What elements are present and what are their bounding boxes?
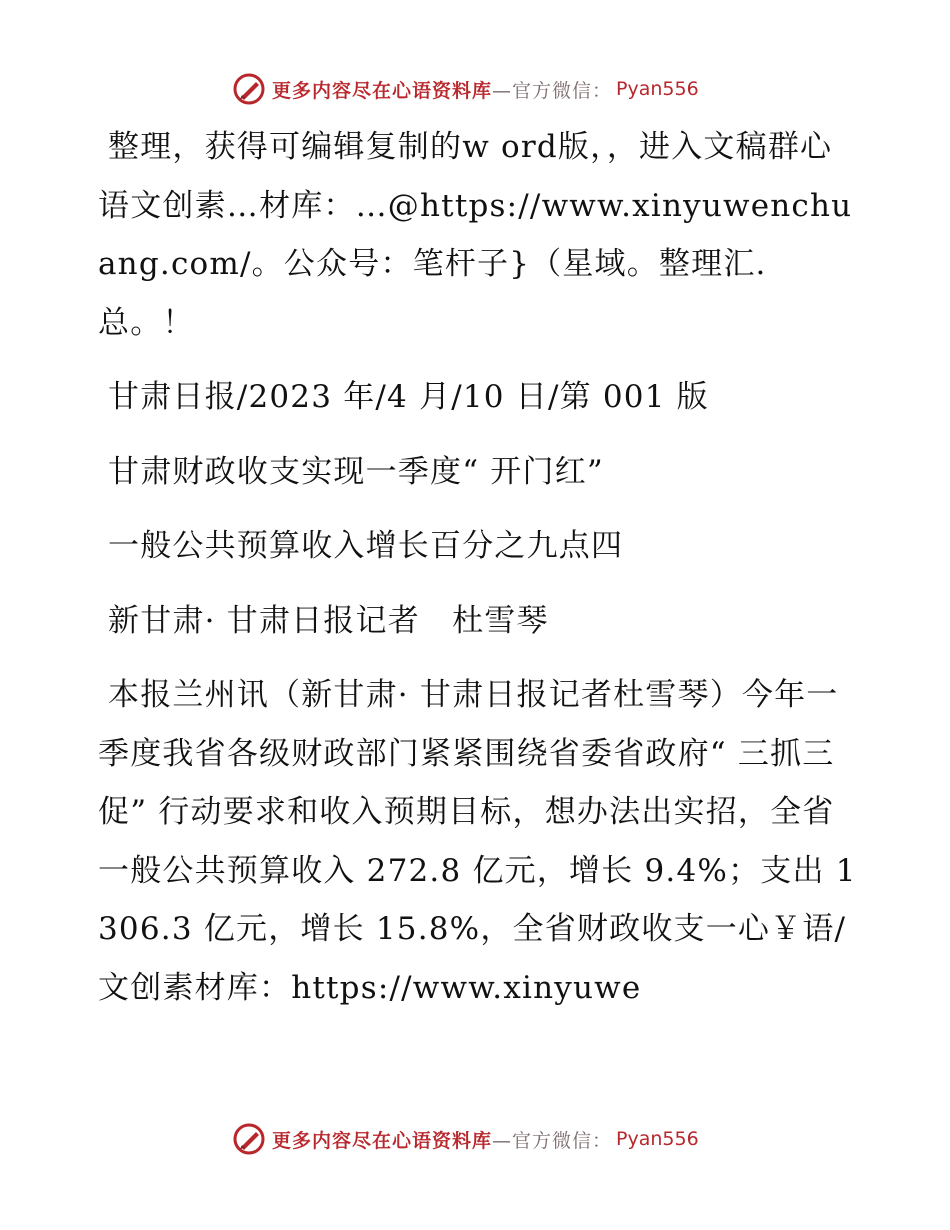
byline: 新甘肃· 甘肃日报记者 杜雪琴 bbox=[108, 602, 549, 639]
watermark-wechat-id: Pyan556 bbox=[616, 1128, 699, 1150]
intro-paragraph: 整理，获得可编辑复制的w ord版，，进入文稿群心语文创素…材库：…@https://www.xinyuwenchuang.com/。公众号：笔杆子}（星域。整理汇.总。！ bbox=[98, 129, 853, 341]
document-body bbox=[98, 118, 858, 1033]
pen-logo-icon bbox=[232, 72, 266, 106]
article-subheadline: 一般公共预算收入增长百分之九点四 bbox=[108, 528, 624, 564]
watermark-wechat-label: —官方微信： bbox=[492, 79, 613, 102]
watermark-wechat-id: Pyan556 bbox=[616, 78, 699, 100]
watermark-footer bbox=[232, 1122, 699, 1156]
dateline: 甘肃日报/2023 年/4 月/10 日/第 001 版 bbox=[108, 379, 709, 415]
watermark-header bbox=[232, 72, 699, 106]
watermark-title: 更多内容尽在心语资料库 bbox=[272, 1129, 493, 1152]
article-body-paragraph: 本报兰州讯（新甘肃· 甘肃日报记者杜雪琴）今年一季度我省各级财政部门紧紧围绕省委省政府“ 三抓三促” 行动要求和收入预期目标，想办法出实招，全省一般公共预算收入 272.8 亿元，增长 9.4%；支出 1306.3 亿元，增长 15.8%，全省财政收支一心￥语/文创素材库：https://www.xinyuwe bbox=[98, 677, 857, 1006]
pen-logo-icon bbox=[232, 1122, 266, 1156]
watermark-title: 更多内容尽在心语资料库 bbox=[272, 79, 493, 102]
article-headline: 甘肃财政收支实现一季度“ 开门红” bbox=[108, 453, 604, 490]
watermark-wechat-label: —官方微信： bbox=[492, 1129, 613, 1152]
